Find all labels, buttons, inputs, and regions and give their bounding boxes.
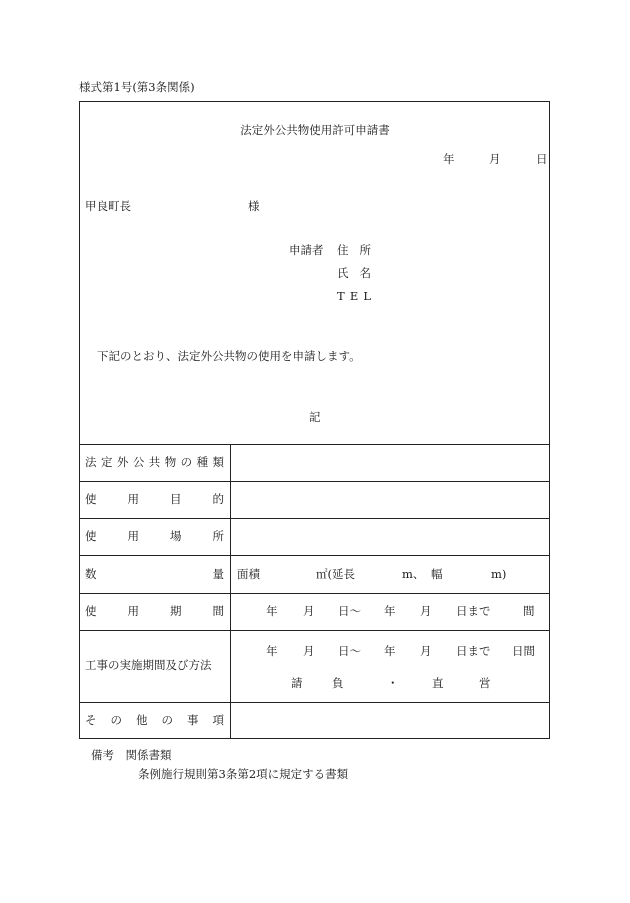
date-day: 日	[536, 152, 548, 166]
applicant-name-label: 氏 名	[337, 266, 371, 280]
period-duration: 間	[523, 604, 535, 618]
quantity-area-label: 面積	[237, 567, 260, 581]
table-line	[79, 555, 550, 556]
period-start-year: 年	[266, 604, 278, 618]
row-construction-label: 工事の実施期間及び方法	[85, 658, 212, 672]
construction-duration: 日間	[512, 644, 535, 658]
quantity-m-comma-label: m、	[402, 567, 425, 581]
construction-method-1: 請	[291, 676, 303, 690]
row-type-label: 法 定 外 公 共 物 の 種 類	[85, 455, 224, 469]
construction-end-month: 月	[420, 644, 432, 658]
date-year: 年	[443, 152, 455, 166]
applicant-tel-label: T E L	[337, 289, 371, 303]
ki-mark: 記	[309, 410, 321, 424]
row-place-label: 使 用 場 所	[85, 529, 224, 543]
table-line	[79, 518, 550, 519]
form-title: 法定外公共物使用許可申請書	[240, 123, 390, 137]
table-line	[79, 593, 550, 594]
row-period-label: 使 用 期 間	[85, 604, 224, 618]
quantity-m-close-label: m)	[491, 567, 507, 581]
construction-start-year: 年	[266, 644, 278, 658]
row-other-label: そ の 他 の 事 項	[85, 713, 224, 727]
quantity-width-label: 幅	[431, 567, 443, 581]
table-line	[79, 481, 550, 482]
row-quantity-label: 数 量	[85, 567, 224, 581]
construction-method-4: 営	[479, 676, 491, 690]
form-number: 様式第1号(第3条関係)	[79, 80, 195, 94]
date-month: 月	[489, 152, 501, 166]
quantity-m2-label: ㎡(延長	[316, 567, 355, 581]
table-line	[79, 444, 550, 445]
construction-start-month: 月	[303, 644, 315, 658]
table-line	[79, 630, 550, 631]
addressee-honorific: 様	[248, 199, 260, 213]
period-start-month: 月	[303, 604, 315, 618]
construction-method-3: 直	[432, 676, 444, 690]
notes-label: 備考 関係書類	[91, 748, 172, 762]
construction-method-2: 負	[332, 676, 344, 690]
applicant-address-label: 住 所	[337, 243, 371, 257]
row-purpose-label: 使 用 目 的	[85, 492, 224, 506]
period-start-day: 日〜	[338, 604, 361, 618]
construction-end-year: 年	[384, 644, 396, 658]
construction-end-day: 日まで	[456, 644, 491, 658]
construction-start-day: 日〜	[338, 644, 361, 658]
body-text: 下記のとおり、法定外公共物の使用を申請します。	[97, 349, 361, 363]
table-line	[79, 702, 550, 703]
addressee-name: 甲良町長	[85, 199, 131, 213]
period-end-day: 日まで	[456, 604, 491, 618]
period-end-month: 月	[420, 604, 432, 618]
table-column-divider	[230, 444, 231, 739]
period-end-year: 年	[384, 604, 396, 618]
applicant-label: 申請者	[289, 243, 324, 257]
notes-text: 条例施行規則第3条第2項に規定する書類	[138, 767, 349, 781]
construction-method-separator: ・	[387, 676, 399, 690]
